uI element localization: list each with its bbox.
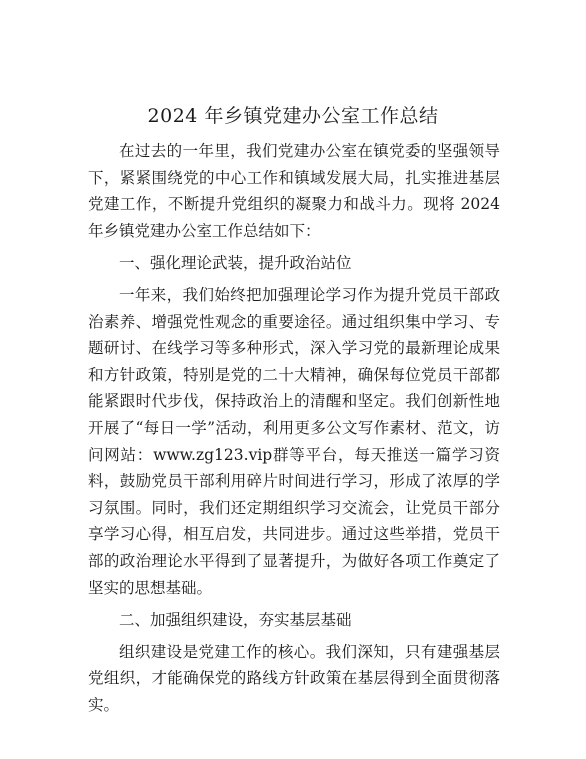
document-body: [88, 138, 500, 718]
section-1-paragraph: 一年来，我们始终把加强理论学习作为提升党员干部政治素养、增强党性观念的重要途径。通过组织集中学习、专题研讨、在线学习等多种形式，深入学习党的最新理论成果和方针政策，特别是党的二十大精神，确保每位党员干部都能紧跟时代步伐，保持政治上的清醒和坚定。我们创新性地开展了“每日一学”活动，利用更多公文写作素材、范文，访问网站：www.zg123.vip群等平台，每天推送一篇学习资料，鼓励党员干部利用碎片时间进行学习，形成了浓厚的学习氛围。同时，我们还定期组织学习交流会，让党员干部分享学习心得，相互启发，共同进步。通过这些举措，党员干部的政治理论水平得到了显著提升，为做好各项工作奠定了坚实的思想基础。: [88, 285, 500, 597]
section-2-heading: 二、加强组织建设，夯实基层基础: [119, 611, 352, 630]
intro-paragraph: 在过去的一年里，我们党建办公室在镇党委的坚强领导下，紧紧围绕党的中心工作和镇域发展大局，扎实推进基层党建工作，不断提升党组织的凝聚力和战斗力。现将 2024 年乡镇党建办公室工作总结如下：: [88, 142, 500, 240]
section-2-paragraph: 组织建设是党建工作的核心。我们深知，只有建强基层党组织，才能确保党的路线方针政策在基层得到全面贯彻落实。: [88, 642, 500, 714]
document-title: 2024 年乡镇党建办公室工作总结: [147, 105, 439, 127]
section-1-heading: 一、强化理论武装，提升政治站位: [119, 254, 352, 273]
